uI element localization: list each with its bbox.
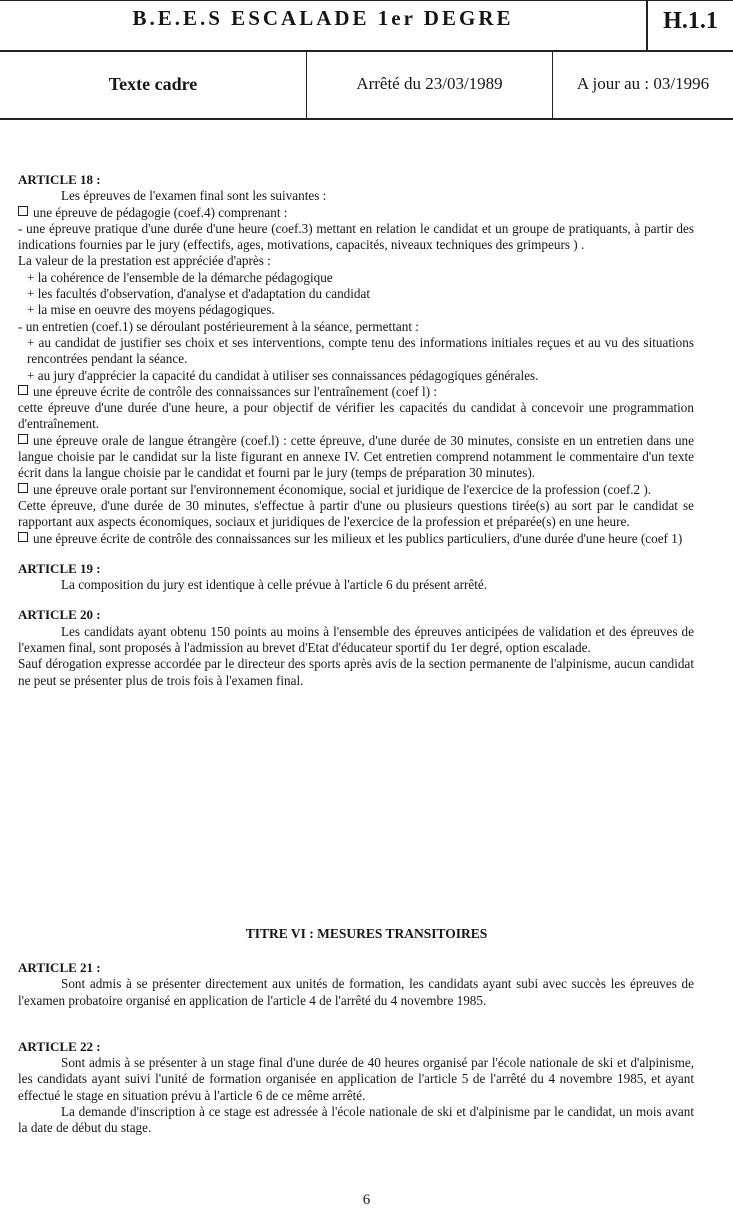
list-item: une épreuve orale de langue étrangère (coef.l) : cette épreuve, d'une durée de 30 minutes, consiste en un entretien dans une langue choisie par le candidat sur la liste figurant en annexe IV. Cet entretien comprend notamment le commentaire d'un texte écrit dans la langue choisie par le candidat et fourni par le jury (temps de préparation 30 minutes). — [18, 432, 694, 481]
list-item: une épreuve de pédagogie (coef.4) comprenant : — [18, 205, 694, 221]
article-22-text-2: La demande d'inscription à ce stage est adressée à l'école nationale de ski et d'alpinisme par le candidat, un mois avant la date de début du stage. — [18, 1104, 694, 1136]
criterion-1: + la cohérence de l'ensemble de la démarche pédagogique — [27, 269, 333, 285]
doc-type-label: Texte cadre — [108, 74, 198, 94]
document-body — [18, 172, 694, 689]
list-item: une épreuve écrite de contrôle des connaissances sur les milieux et les publics particuliers, d'une durée d'une heure (coef 1) — [18, 531, 694, 547]
page-number: 6 — [362, 1192, 371, 1208]
arrete-date: Arrêté du 23/03/1989 — [356, 74, 503, 93]
article-20-text-1: Les candidats ayant obtenu 150 points au moins à l'ensemble des épreuves anticipées de validation et des épreuves de l'examen final, sont proposés à l'admission au brevet d'Etat d'éducateur sportif du 1er degré, option escalade. — [18, 623, 694, 656]
article-18-valeur: La valeur de la prestation est appréciée d'après : — [18, 253, 271, 269]
update-date: A jour au : 03/1996 — [576, 74, 710, 93]
checkbox-bullet-icon — [18, 483, 28, 493]
article-19-text: La composition du jury est identique à celle prévue à l'article 6 du présent arrêté. — [61, 577, 488, 593]
entretien-point-1: + au candidat de justifier ses choix et ses interventions, compte tenu des informations initiales reçues et au vu des situations rencontrées pendant la séance. — [27, 334, 694, 367]
document-body-lower — [18, 960, 694, 1137]
article-22-text-1: Sont admis à se présenter à un stage final d'une durée de 40 heures organisé par l'école nationale de ski et d'alpinisme, les candidats ayant suivi l'unité de formation organisée en application de l'article 5 de l'arrêté du 4 novembre 1985, et ayant effectué le stage en situation prévu à l'article 6 de ce même arrêté. — [18, 1055, 694, 1103]
list-item: une épreuve orale portant sur l'environnement économique, social et juridique de l'exercice de la profession (coef.2 ). — [18, 482, 694, 498]
header-bottom-line — [0, 118, 733, 120]
article-20-title: ARTICLE 20 : — [18, 607, 101, 623]
article-18-practical: - une épreuve pratique d'une durée d'une heure (coef.3) mettant en relation le candidat et un groupe de pratiquants, à partir des indications fournies par le jury (effectifs, ages, motivations, capacités, niveaux techniques des grimpeurs ) . — [18, 220, 694, 253]
article-22-title: ARTICLE 22 : — [18, 1038, 101, 1054]
criterion-3: + la mise en oeuvre des moyens pédagogiques. — [27, 302, 275, 318]
document-code: H.1.1 — [663, 8, 718, 34]
header-top-line — [0, 0, 733, 1]
criterion-2: + les facultés d'observation, d'analyse et d'adaptation du candidat — [27, 286, 371, 302]
section-title: TITRE VI : MESURES TRANSITOIRES — [245, 926, 488, 941]
article-19-title: ARTICLE 19 : — [18, 560, 101, 576]
article-21-text: Sont admis à se présenter directement aux unités de formation, les candidats ayant subi avec succès les épreuves de l'examen probatoire organisé en application de l'article 4 de l'arrêté du 4 novembre 1985. — [18, 976, 694, 1008]
header-divider-line — [0, 50, 733, 52]
article-18-title: ARTICLE 18 : — [18, 172, 101, 187]
article-18-intro: Les épreuves de l'examen final sont les suivantes : — [61, 188, 327, 204]
article-20-text-2: Sauf dérogation expresse accordée par le directeur des sports après avis de la section permanente de l'alpinisme, aucun candidat ne peut se présenter plus de trois fois à l'examen final. — [18, 656, 694, 688]
article-18-item2-text: cette épreuve d'une durée d'une heure, a pour objectif de vérifier les capacités du candidat à concevoir une programmation d'entraînement. — [18, 400, 694, 432]
article-21-title: ARTICLE 21 : — [18, 960, 101, 975]
article-18-entretien: - un entretien (coef.1) se déroulant postérieurement à la séance, permettant : — [18, 318, 419, 334]
list-item: une épreuve écrite de contrôle des connaissances sur l'entraînement (coef l) : — [18, 384, 694, 400]
checkbox-bullet-icon — [18, 385, 28, 395]
checkbox-bullet-icon — [18, 206, 28, 216]
entretien-point-2: + au jury d'apprécier la capacité du candidat à utiliser ses connaissances pédagogiques générales. — [27, 367, 539, 383]
checkbox-bullet-icon — [18, 532, 28, 542]
document-title: B.E.E.S ESCALADE 1er DEGRE — [132, 6, 514, 30]
checkbox-bullet-icon — [18, 434, 28, 444]
article-18-item4-text: Cette épreuve, d'une durée de 30 minutes, s'effectue à partir d'une ou plusieurs questions tirée(s) au sort par le candidat se rapportant aux aspects économiques, sociaux et juridiques de l'exercice de la profession et préparée(s) en une heure. — [18, 497, 694, 530]
